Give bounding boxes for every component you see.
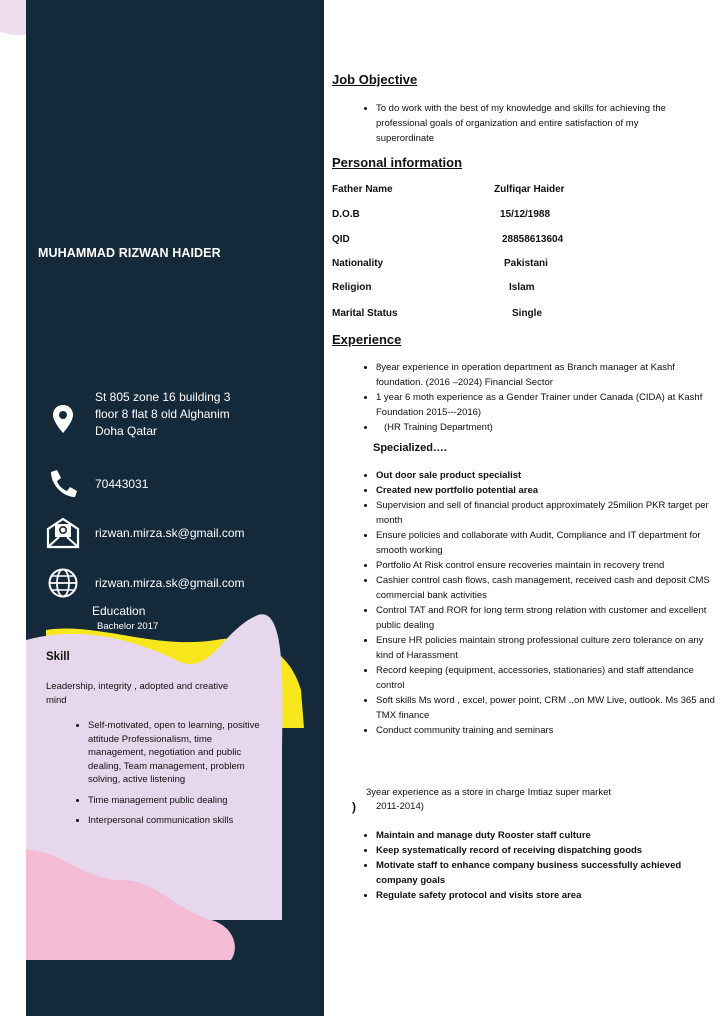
address-text: St 805 zone 16 building 3 floor 8 flat 8 old Alghanim Doha Qatar [95,390,231,438]
personal-label: Religion [332,282,372,293]
experience-list [332,360,706,435]
specialized-item: • Ensure HR policies maintain strong professional culture zero tolerance on any kind of Harassment [376,633,716,663]
personal-label: Father Name [332,184,393,195]
skill-item: • Interpersonal communication skills [88,814,268,828]
experience-heading: Experience [332,332,402,347]
experience-item: • (HR Training Department) [376,420,706,435]
store-duty-item: • Motivate staff to enhance company business successfully achieved company goals [376,858,716,888]
store-duties-list [332,828,716,903]
specialized-item: • Conduct community training and seminars [376,723,716,738]
store-years: 2011-2014) [376,801,424,812]
sidebar-decoration [26,0,324,1016]
personal-value: 28858613604 [502,234,564,245]
personal-label: QID [332,234,350,245]
skill-description: Leadership, integrity , adopted and creative mind [46,681,229,706]
specialized-item: • Ensure policies and collaborate with Audit, Compliance and IT department for smooth working [376,528,716,558]
sidebar [26,0,324,1016]
specialized-item: • Created new portfolio potential area [376,483,716,498]
personal-label: D.O.B [332,209,360,220]
skill-list [70,719,268,835]
store-duty-item: • Keep systematically record of receiving dispatching goods [376,843,716,858]
email-icon [46,516,80,550]
objective-heading: Job Objective [332,72,418,87]
personal-value: Single [512,308,543,319]
experience-item: • 1 year 6 moth experience as a Gender Trainer under Canada (CIDA) at Kashf Foundation 2015---2016) [376,390,706,420]
store-duty-item: • Regulate safety protocol and visits store area [376,888,716,903]
specialized-list [332,468,716,738]
phone-icon [46,467,80,501]
skill-item: • Time management public dealing [88,794,268,808]
location-pin-icon [46,402,80,436]
specialized-heading: Specialized…. [373,442,447,454]
store-paren: ) [352,800,356,814]
skill-heading: Skill [46,651,70,663]
store-experience-line: 3year experience as a store in charge Imtiaz super market [366,787,612,798]
education-detail: Bachelor 2017 [97,621,159,632]
phone-text: 70443031 [95,477,149,491]
website-text[interactable]: rizwan.mirza.sk@gmail.com [95,576,245,590]
specialized-item: • Out door sale product specialist [376,468,716,483]
specialized-item: • Supervision and sell of financial product approximately 25milion PKR target per month [376,498,716,528]
specialized-item: • Portfolio At Risk control ensure recoveries maintain in recovery trend [376,558,716,573]
email-text[interactable]: rizwan.mirza.sk@gmail.com [95,526,245,540]
personal-value: Zulfiqar Haider [494,184,565,195]
store-duty-item: • Maintain and manage duty Rooster staff culture [376,828,716,843]
personal-info-heading: Personal information [332,155,463,170]
candidate-name: MUHAMMAD RIZWAN HAIDER [38,246,221,260]
specialized-item: • Record keeping (equipment, accessories, stationaries) and staff attendance control [376,663,716,693]
skill-item: • Self-motivated, open to learning, positive attitude Professionalism, time management, negotiation and public dealing, Team management, problem solving, active listening [88,719,268,787]
specialized-item: • Control TAT and ROR for long term strong relation with customer and excellent public dealing [376,603,716,633]
education-heading: Education [92,604,146,618]
experience-item: • 8year experience in operation department as Branch manager at Kashf foundation. (2016 –2024) Financial Sector [376,360,706,390]
personal-value: 15/12/1988 [500,209,551,220]
personal-value: Islam [509,282,535,293]
personal-label: Nationality [332,258,384,269]
specialized-item: • Soft skills Ms word , excel, power point, CRM .,on MW Live, outlook. Ms 365 and TMX finance [376,693,716,723]
globe-icon [46,566,80,600]
personal-value: Pakistani [504,258,548,269]
personal-label: Marital Status [332,308,398,319]
objective-list [332,101,696,146]
specialized-item: • Cashier control cash flows, cash management, received cash and deposit CMS commercial bank activities [376,573,716,603]
objective-item: • To do work with the best of my knowledge and skills for achieving the professional goals of organization and entire satisfaction of my superordinate [376,101,696,146]
